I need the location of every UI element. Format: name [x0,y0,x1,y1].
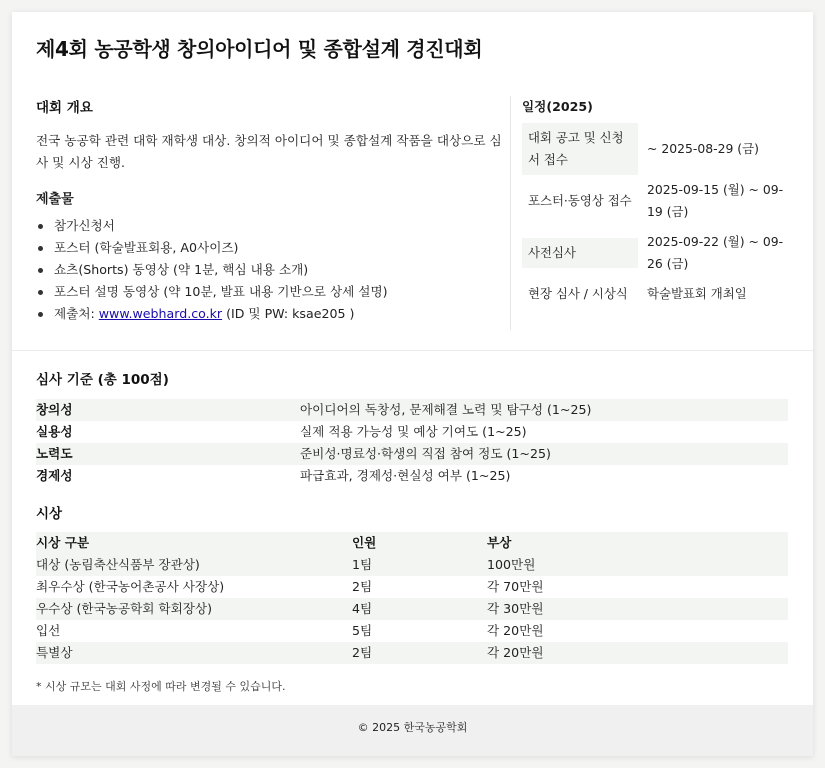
schedule-label: 포스터·동영상 접수 [528,193,632,208]
schedule-label: 사전심사 [522,238,638,268]
overview-description: 전국 농공학 관련 대학 재학생 대상. 창의적 아이디어 및 종합설계 작품을 대상으로 심사 및 시상 진행. [36,133,502,170]
award-count: 2팀 [352,579,373,594]
award-prize: 각 20만원 [487,642,788,664]
criteria-table [36,399,788,487]
awards-note: * 시상 규모는 대회 사정에 따라 변경될 수 있습니다. [36,680,286,693]
schedule-value: 학술발표회 개최일 [647,286,747,301]
award-row [36,576,788,598]
page-title: 제4회 농공학생 창의아이디어 및 종합설계 경진대회 [36,37,483,61]
criteria-desc: 실제 적용 가능성 및 예상 기여도 (1~25) [300,424,527,439]
criteria-row [36,443,788,465]
submit-credentials: (ID 및 PW: ksae205 ) [222,306,355,321]
awards-table [36,532,788,664]
submissions-list [36,215,504,325]
content-card [12,12,813,756]
award-prize: 각 70만원 [487,579,544,594]
schedule-row [522,175,792,227]
award-category: 입선 [36,623,61,638]
schedule-value: 2025-09-15 (월) ~ 09-19 (금) [647,182,784,219]
award-prize: 각 30만원 [487,598,788,620]
award-row [36,598,788,620]
column-header-prize: 부상 [487,532,788,554]
criteria-section [36,368,788,487]
section-divider [12,350,813,351]
award-prize: 각 20만원 [487,623,544,638]
award-count: 4팀 [352,598,487,620]
criteria-desc: 아이디어의 독창성, 문제해결 노력 및 탐구성 (1~25) [300,399,788,421]
submission-item: 포스터 (학술발표회용, A0사이즈) [36,237,504,259]
criteria-desc: 준비성·명료성·학생의 직접 참여 정도 (1~25) [300,443,788,465]
submission-item: 참가신청서 [36,215,504,237]
awards-heading: 시상 [36,506,63,522]
criteria-desc: 파급효과, 경제성·현실성 여부 (1~25) [300,468,511,483]
schedule-label: 현장 심사 / 시상식 [528,286,628,301]
schedule-heading: 일정(2025) [522,99,593,114]
submission-destination [36,303,504,325]
criteria-row [36,465,788,487]
award-count: 5팀 [352,623,373,638]
award-category: 대상 (농림축산식품부 장관상) [36,554,352,576]
criteria-name: 경제성 [36,468,73,483]
footer: © 2025 한국농공학회 [12,705,813,756]
column-divider [510,96,511,330]
award-category: 최우수상 (한국농어촌공사 사장상) [36,579,225,594]
criteria-heading: 심사 기준 (총 100점) [36,372,169,388]
submission-item: 쇼츠(Shorts) 동영상 (약 1분, 핵심 내용 소개) [36,259,504,281]
awards-header-row [36,532,788,554]
awards-section [36,502,788,694]
submissions-heading: 제출물 [36,192,74,207]
award-category: 우수상 (한국농공학회 학회장상) [36,598,352,620]
webhard-link[interactable]: www.webhard.co.kr [98,306,223,321]
submit-prefix: 제출처: [54,306,99,321]
award-category: 특별상 [36,642,352,664]
schedule-section [522,96,792,309]
award-row [36,642,788,664]
overview-heading: 대회 개요 [36,100,93,116]
award-prize: 100만원 [487,554,788,576]
criteria-name: 노력도 [36,443,300,465]
schedule-value: ~ 2025-08-29 (금) [647,141,759,156]
schedule-label: 대회 공고 및 신청서 접수 [522,123,638,175]
column-header-category: 시상 구분 [36,532,352,554]
schedule-row [522,279,792,309]
award-row [36,554,788,576]
schedule-value: 2025-09-22 (월) ~ 09-26 (금) [647,234,784,271]
schedule-row [522,123,792,175]
submission-item: 포스터 설명 동영상 (약 10분, 발표 내용 기반으로 상세 설명) [36,281,504,303]
criteria-name: 창의성 [36,399,300,421]
overview-section [36,96,504,325]
award-count: 2팀 [352,642,487,664]
criteria-row [36,399,788,421]
award-count: 1팀 [352,554,487,576]
criteria-row [36,421,788,443]
column-header-count: 인원 [352,532,487,554]
award-row [36,620,788,642]
criteria-name: 실용성 [36,424,73,439]
schedule-row [522,227,792,279]
